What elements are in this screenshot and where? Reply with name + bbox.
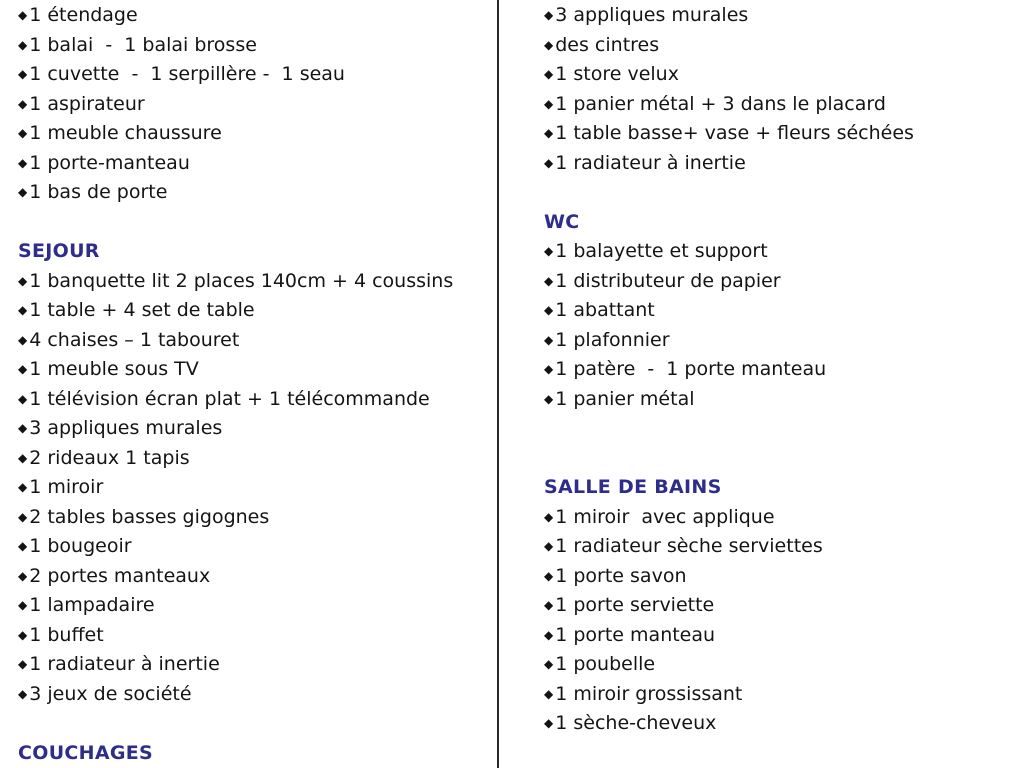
bullet-icon: ◆ bbox=[544, 333, 554, 347]
list-item: ◆ 1 table basse+ vase + fleurs séchées bbox=[544, 119, 914, 148]
bullet-icon: ◆ bbox=[544, 569, 554, 583]
section-heading-sejour: SEJOUR bbox=[18, 240, 100, 262]
bullet-icon: ◆ bbox=[18, 421, 28, 435]
list-item: ◆ 1 miroir avec applique bbox=[544, 503, 775, 532]
list-item: ◆ 3 jeux de société bbox=[18, 680, 192, 709]
bullet-icon: ◆ bbox=[544, 657, 554, 671]
list-item: ◆ 1 porte serviette bbox=[544, 591, 714, 620]
column-divider bbox=[497, 0, 499, 768]
section-heading-salle-de-bains: SALLE DE BAINS bbox=[544, 476, 722, 498]
bullet-icon: ◆ bbox=[544, 716, 554, 730]
bullet-icon: ◆ bbox=[544, 510, 554, 524]
bullet-icon: ◆ bbox=[544, 303, 554, 317]
list-item: ◆ 1 radiateur à inertie bbox=[544, 149, 746, 178]
list-item: ◆ 1 poubelle bbox=[544, 650, 655, 679]
bullet-icon: ◆ bbox=[18, 303, 28, 317]
list-item: ◆ 1 panier métal bbox=[544, 385, 695, 414]
bullet-icon: ◆ bbox=[18, 569, 28, 583]
list-item: ◆ 1 balai - 1 balai brosse bbox=[18, 31, 257, 60]
left-column bbox=[18, 0, 488, 768]
list-item: ◆ 1 banquette lit 2 places 140cm + 4 coussins bbox=[18, 267, 453, 296]
list-item: ◆ 1 panier métal + 3 dans le placard bbox=[544, 90, 886, 119]
list-item: ◆ 2 portes manteaux bbox=[18, 562, 210, 591]
list-item: ◆ 1 distributeur de papier bbox=[544, 267, 781, 296]
list-item: ◆ 1 abattant bbox=[544, 296, 655, 325]
bullet-icon: ◆ bbox=[544, 539, 554, 553]
section-heading-couchages: COUCHAGES bbox=[18, 742, 154, 764]
list-item: ◆ 1 aspirateur bbox=[18, 90, 145, 119]
bullet-icon: ◆ bbox=[18, 274, 28, 288]
list-item: ◆ 1 plafonnier bbox=[544, 326, 670, 355]
list-item: ◆ 2 tables basses gigognes bbox=[18, 503, 269, 532]
list-item: ◆ 1 balayette et support bbox=[544, 237, 768, 266]
list-item: ◆ 1 meuble sous TV bbox=[18, 355, 199, 384]
bullet-icon: ◆ bbox=[544, 97, 554, 111]
bullet-icon: ◆ bbox=[18, 333, 28, 347]
bullet-icon: ◆ bbox=[544, 598, 554, 612]
bullet-icon: ◆ bbox=[18, 628, 28, 642]
bullet-icon: ◆ bbox=[544, 628, 554, 642]
list-item: ◆ 1 cuvette - 1 serpillère - 1 seau bbox=[18, 60, 345, 89]
bullet-icon: ◆ bbox=[18, 510, 28, 524]
bullet-icon: ◆ bbox=[18, 451, 28, 465]
list-item: ◆ 1 lampadaire bbox=[18, 591, 155, 620]
list-item: ◆ 1 miroir bbox=[18, 473, 103, 502]
bullet-icon: ◆ bbox=[544, 126, 554, 140]
bullet-icon: ◆ bbox=[544, 244, 554, 258]
bullet-icon: ◆ bbox=[544, 156, 554, 170]
list-item: ◆ 4 chaises – 1 tabouret bbox=[18, 326, 239, 355]
list-item: ◆ 1 patère - 1 porte manteau bbox=[544, 355, 826, 384]
list-item: ◆ 1 radiateur à inertie bbox=[18, 650, 220, 679]
list-item: ◆ 1 miroir grossissant bbox=[544, 680, 742, 709]
bullet-icon: ◆ bbox=[18, 126, 28, 140]
bullet-icon: ◆ bbox=[18, 67, 28, 81]
bullet-icon: ◆ bbox=[544, 38, 554, 52]
bullet-icon: ◆ bbox=[18, 38, 28, 52]
bullet-icon: ◆ bbox=[544, 67, 554, 81]
right-column bbox=[544, 0, 1014, 768]
bullet-icon: ◆ bbox=[18, 598, 28, 612]
bullet-icon: ◆ bbox=[18, 8, 28, 22]
list-item: ◆ 3 appliques murales bbox=[544, 1, 748, 30]
list-item: ◆ 1 radiateur sèche serviettes bbox=[544, 532, 823, 561]
list-item: ◆ des cintres bbox=[544, 31, 659, 60]
bullet-icon: ◆ bbox=[18, 657, 28, 671]
bullet-icon: ◆ bbox=[544, 362, 554, 376]
list-item: ◆ 1 porte manteau bbox=[544, 621, 715, 650]
bullet-icon: ◆ bbox=[544, 274, 554, 288]
list-item: ◆ 1 étendage bbox=[18, 1, 138, 30]
list-item: ◆ 1 porte savon bbox=[544, 562, 687, 591]
list-item: ◆ 1 porte-manteau bbox=[18, 149, 190, 178]
bullet-icon: ◆ bbox=[18, 185, 28, 199]
bullet-icon: ◆ bbox=[18, 539, 28, 553]
list-item: ◆ 1 bougeoir bbox=[18, 532, 132, 561]
bullet-icon: ◆ bbox=[18, 362, 28, 376]
list-item: ◆ 1 bas de porte bbox=[18, 178, 167, 207]
list-item: ◆ 1 sèche-cheveux bbox=[544, 709, 716, 738]
bullet-icon: ◆ bbox=[544, 8, 554, 22]
bullet-icon: ◆ bbox=[544, 392, 554, 406]
bullet-icon: ◆ bbox=[18, 687, 28, 701]
list-item: ◆ 1 meuble chaussure bbox=[18, 119, 222, 148]
list-item: ◆ 3 appliques murales bbox=[18, 414, 222, 443]
bullet-icon: ◆ bbox=[18, 480, 28, 494]
list-item: ◆ 1 télévision écran plat + 1 télécommande bbox=[18, 385, 430, 414]
list-item: ◆ 2 rideaux 1 tapis bbox=[18, 444, 190, 473]
section-heading-wc: WC bbox=[544, 211, 580, 233]
list-item: ◆ 1 table + 4 set de table bbox=[18, 296, 255, 325]
list-item: ◆ 1 store velux bbox=[544, 60, 679, 89]
bullet-icon: ◆ bbox=[18, 97, 28, 111]
list-item: ◆ 1 buffet bbox=[18, 621, 104, 650]
bullet-icon: ◆ bbox=[18, 392, 28, 406]
bullet-icon: ◆ bbox=[18, 156, 28, 170]
bullet-icon: ◆ bbox=[544, 687, 554, 701]
